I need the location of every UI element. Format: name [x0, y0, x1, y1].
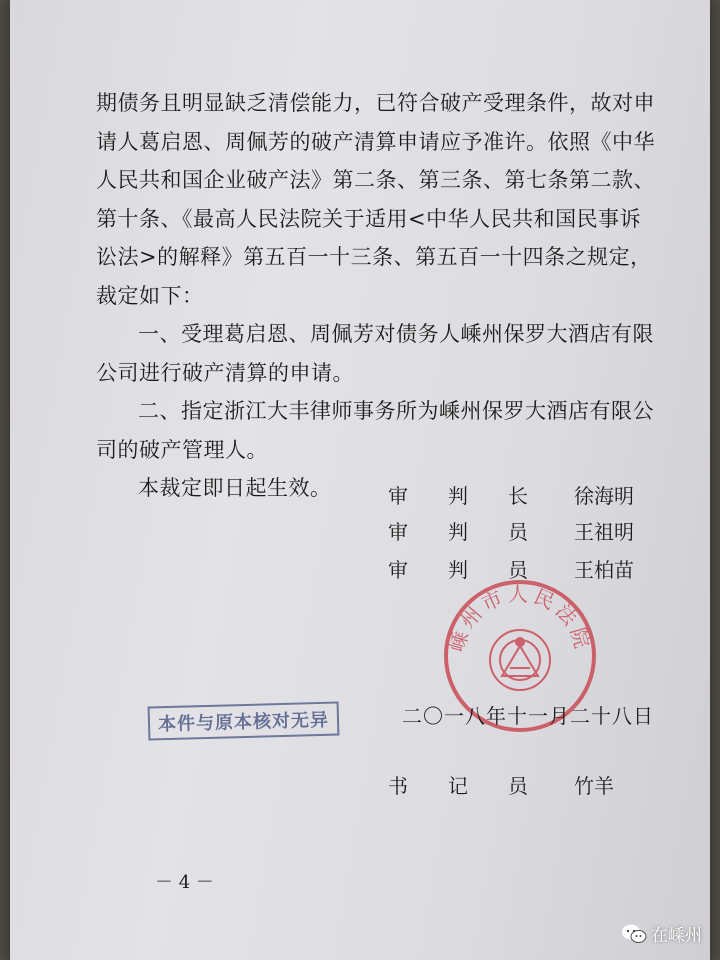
national-emblem-icon [490, 630, 550, 690]
judge-name: 王祖明 [574, 520, 634, 544]
wechat-icon [621, 923, 647, 945]
seal-text: 嵊州市人民法院 [444, 582, 596, 655]
ruling-body [96, 84, 656, 508]
page-number: － 4 － [155, 872, 214, 893]
signature-judge-1: 审 判 员 王祖明 [388, 516, 668, 556]
signature-judge-2: 审 判 员 王柏苗 [388, 554, 668, 594]
paragraph-item-2: 二、指定浙江大丰律师事务所为嵊州保罗大酒店有限公司的破产管理人。 [96, 399, 654, 462]
judge-name: 王柏苗 [574, 558, 634, 582]
watermark-text: 在嵊州 [651, 926, 702, 946]
ruling-date: 二〇一八年十一月二十八日 [402, 704, 654, 728]
document-page [10, 0, 710, 960]
paragraph-item-1: 一、受理葛启恩、周佩芳对债务人嵊州保罗大酒店有限公司进行破产清算的申请。 [96, 322, 654, 385]
paragraph-effective: 本裁定即日起生效。 [138, 476, 332, 500]
verification-stamp: 本件与原本核对无异 [148, 702, 340, 741]
judge-name: 徐海明 [574, 484, 634, 508]
watermark [621, 921, 702, 946]
signature-clerk: 书 记 员 竹羊 [388, 770, 668, 810]
paragraph-continuation: 期债务且明显缺乏清偿能力，已符合破产受理条件，故对申请人葛启恩、周佩芳的破产清算申请应予准许。依照《中华人民共和国企业破产法》第二条、第三条、第七条第二款、第十条、《最高人民法院关于适用<中华人民共和国民事诉讼法>的解释》第五百一十三条、第五百一十四条之规定，裁定如下： [96, 91, 655, 308]
clerk-name: 竹羊 [574, 774, 614, 798]
signature-chief-judge: 审 判 长 徐海明 [388, 480, 668, 520]
